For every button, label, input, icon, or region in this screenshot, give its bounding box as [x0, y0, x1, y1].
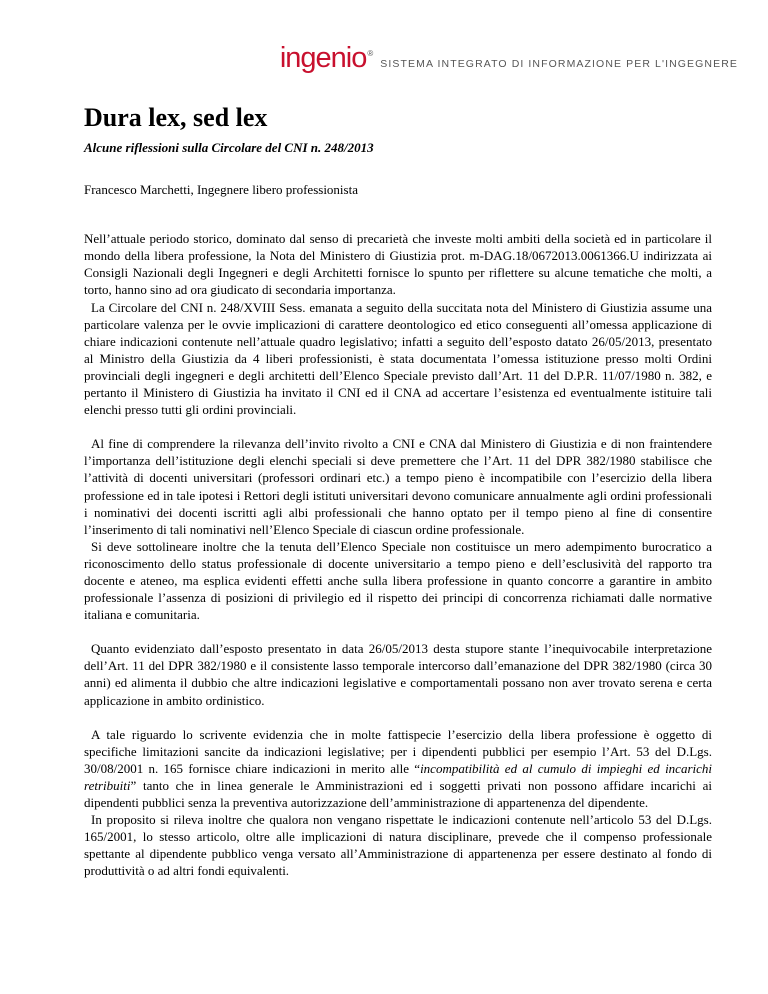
ingenio-logo[interactable] — [280, 44, 372, 73]
paragraph-1: Nell’attuale periodo storico, dominato dal senso di precarietà che investe molti ambiti della società ed in particolare il mondo della libera professione, la Nota del Ministero di Giustizia prot. m-DAG.18/0672013.0061366.U indirizzata ai Consigli Nazionali degli Ingegneri e degli Architetti fornisce lo spunto per riflettere su alcune tematiche che molti, a torto, hanno sino ad ora giudicato di secondaria importanza. — [84, 231, 712, 298]
paragraph-5: Quanto evidenziato dall’esposto presentato in data 26/05/2013 desta stupore stante l’inequivocabile interpretazione dell’Art. 11 del DPR 382/1980 e il consistente lasso temporale intercorso dall’emanazione del DPR 382/1980 (circa 30 anni) ed alimenta il dubbio che altre indicazioni legislative e comportamentali possano non aver trovato serena e certa applicazione in ambito ordinistico. — [84, 641, 712, 708]
document-subtitle: Alcune riflessioni sulla Circolare del CNI n. 248/2013 — [84, 140, 374, 156]
header-tagline: SISTEMA INTEGRATO DI INFORMAZIONE PER L'INGEGNERE — [380, 58, 738, 70]
paragraph-6-text-a: A tale riguardo lo scrivente evidenzia che in molte fattispecie l’esercizio della libera professione è oggetto di specifiche limitazioni sancite da indicazioni legislative; per i dipendenti pubblici per esempio l’Art. 53 del D.Lgs. 30/08/2001 n. 165 fornisce chiare indicazioni in merito alle “ — [84, 726, 712, 776]
paragraph-2: La Circolare del CNI n. 248/XVIII Sess. emanata a seguito della succitata nota del Ministero di Giustizia assume una particolare valenza per le ovvie implicazioni di carattere deontologico ed etico conseguenti all’omessa applicazione di chiare indicazioni contenute nell’attuale quadro legislativo; infatti a seguito dell’esposto datato 26/05/2013, presentato al Ministro della Giustizia da 4 liberi professionisti, è stata documentata l’omessa istituzione presso molti Ordini provinciali degli ingegneri e degli architetti dell’Elenco Speciale previsto dall’Art. 11 del D.P.R. 11/07/1980 n. 382, e pertanto il Ministero di Giustizia ha invitato il CNI ed il CNA ad accertare l’esistenza ed eventualmente istituire tali elenchi presso tutti gli ordini provinciali. — [84, 299, 712, 418]
paragraph-4: Si deve sottolineare inoltre che la tenuta dell’Elenco Speciale non costituisce un mero adempimento burocratico a riconoscimento dello status professionale di docente universitario a tempo pieno e dell’esclusività del rapporto tra docente e ateneo, ma esplica evidenti effetti anche sulla libera professione in quanto concorre a garantire in ambito professionale l’assenza di posizioni di privilegio ed il rispetto dei principi di concorrenza richiamati dalle normative italiana e comunitaria. — [84, 538, 712, 623]
paragraph-6-text-b: ” tanto che in linea generale le Amministrazioni ed i soggetti privati non possono affidare incarichi ai dipendenti pubblici senza la preventiva autorizzazione dell’amministrazione di appartenenza del dipendente. — [84, 777, 712, 810]
document-author: Francesco Marchetti, Ingegnere libero professionista — [84, 182, 358, 198]
logo-text: ingenio — [279, 42, 367, 74]
paragraph-3: Al fine di comprendere la rilevanza dell’invito rivolto a CNI e CNA dal Ministero di Giustizia e di non fraintendere l’importanza dell’istituzione degli elenchi speciali si deve premettere che l’Art. 11 del DPR 382/1980 stabilisce che l’attività di docenti universitari (professori ordinari etc.) a tempo pieno è incompatibile con l’esercizio della libera professione ed in tale ipotesi i Rettori degli istituti universitari devono comunicare annualmente agli ordini professionali i nominativi dei docenti iscritti agli albi professionali che hanno optato per il tempo pieno al fine di consentire l’inserimento di tali nominativi nell’Elenco Speciale di ciascun ordine professionale. — [84, 436, 712, 537]
document-title: Dura lex, sed lex — [84, 103, 268, 132]
paragraph-6 — [84, 726, 712, 811]
registered-mark: ® — [367, 49, 373, 59]
paragraph-7: In proposito si rileva inoltre che qualora non vengano rispettate le indicazioni contenute nell’articolo 53 del D.Lgs. 165/2001, lo stesso articolo, oltre alle implicazioni di natura disciplinare, prevede che il compenso professionale spettante al dipendente pubblico venga versato all’Amministrazione di appartenenza per essere destinato al fondo di produttività o ad altri fondi equivalenti. — [84, 812, 712, 879]
article-text — [84, 230, 712, 879]
paragraph-6-quote: incompatibilità ed al cumulo di impieghi ed incarichi retribuiti — [84, 760, 713, 793]
page-header — [280, 44, 738, 73]
document-body — [84, 102, 712, 879]
